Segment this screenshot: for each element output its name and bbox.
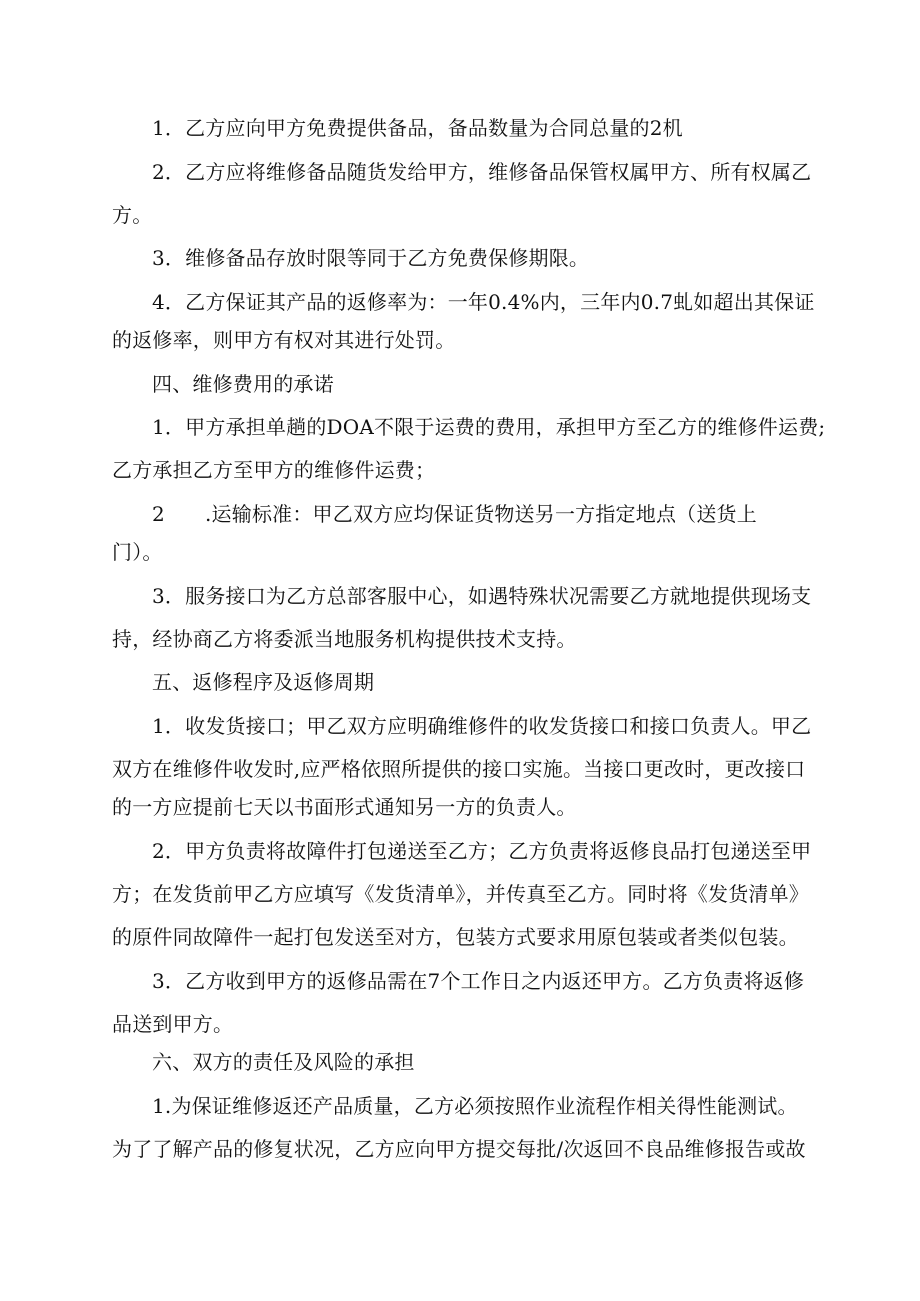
paragraph-cost-2-number: 2	[152, 502, 165, 526]
paragraph-return-3-cont: 品送到甲方。	[112, 1012, 234, 1036]
paragraph-repair-rate-cont: 的返修率，则甲方有权对其进行处罚。	[112, 328, 456, 352]
paragraph-spare-parts-3: 3．维修备品存放时限等同于乙方免费保修期限。	[152, 246, 590, 270]
section-heading-6: 六、双方的责任及风险的承担	[152, 1050, 415, 1074]
paragraph-responsibility-1-cont: 为了了解产品的修复状况，乙方应向甲方提交每批/次返回不良品维修报告或故	[112, 1137, 806, 1161]
paragraph-return-2: 2．甲方负责将故障件打包递送至乙方；乙方负责将返修良品打包递送至甲	[152, 839, 812, 863]
paragraph-return-2-cont-a: 方；在发货前甲乙方应填写《发货清单》，并传真至乙方。同时将《发货清单》	[112, 882, 809, 906]
section-heading-5: 五、返修程序及返修周期	[152, 670, 375, 694]
paragraph-spare-parts-2: 2．乙方应将维修备品随货发给甲方，维修备品保管权属甲方、所有权属乙	[152, 160, 812, 184]
paragraph-spare-parts-2-cont: 方。	[112, 203, 153, 227]
paragraph-return-1: 1．收发货接口；甲乙双方应明确维修件的收发货接口和接口负责人。甲乙	[152, 714, 812, 738]
paragraph-responsibility-1: 1.为保证维修返还产品质量，乙方必须按照作业流程作相关得性能测试。	[152, 1094, 798, 1118]
paragraph-return-3: 3．乙方收到甲方的返修品需在7个工作日之内返还甲方。乙方负责将返修	[152, 969, 805, 993]
paragraph-cost-1-cont: 乙方承担乙方至甲方的维修件运费；	[112, 458, 436, 482]
paragraph-return-1-cont-b: 的一方应提前七天以书面形式通知另一方的负责人。	[112, 795, 577, 819]
paragraph-cost-3: 3．服务接口为乙方总部客服中心，如遇特殊状况需要乙方就地提供现场支	[152, 584, 812, 608]
paragraph-cost-1: 1．甲方承担单趟的DOA不限于运费的费用，承担甲方至乙方的维修件运费;	[152, 415, 826, 439]
paragraph-cost-3-cont: 持，经协商乙方将委派当地服务机构提供技术支持。	[112, 627, 577, 651]
section-heading-4: 四、维修费用的承诺	[152, 372, 334, 396]
paragraph-return-1-cont-a: 双方在维修件收发时,应严格依照所提供的接口实施。当接口更改时，更改接口	[112, 757, 806, 781]
paragraph-return-2-cont-b: 的原件同故障件一起打包发送至对方，包装方式要求用原包装或者类似包装。	[112, 925, 799, 949]
paragraph-repair-rate: 4．乙方保证其产品的返修率为：一年0.4%内，三年内0.7虬如超出其保证	[152, 290, 815, 314]
paragraph-cost-2-cont: 门）。	[112, 540, 163, 564]
paragraph-cost-2: .运输标准：甲乙双方应均保证货物送另一方指定地点（送货上	[205, 502, 757, 526]
paragraph-spare-parts-1: 1．乙方应向甲方免费提供备品，备品数量为合同总量的2机	[152, 116, 683, 140]
